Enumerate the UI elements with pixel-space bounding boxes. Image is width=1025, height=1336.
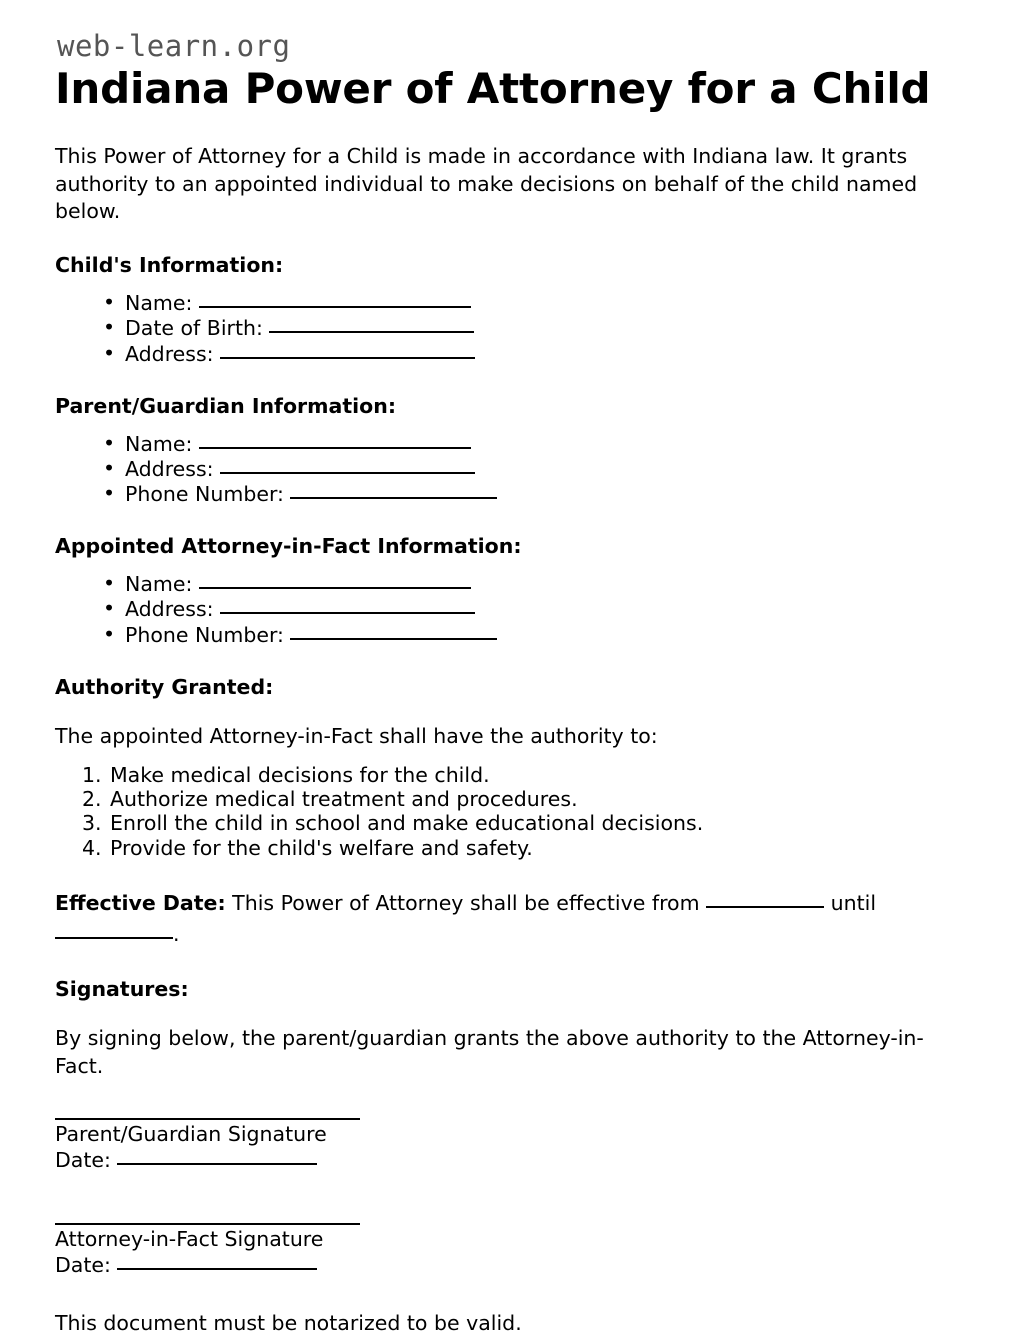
field-label: Date of Birth: — [125, 316, 263, 341]
section-heading-parent: Parent/Guardian Information: — [55, 393, 397, 418]
parent-name-blank[interactable] — [199, 431, 471, 449]
page-title: Indiana Power of Attorney for a Child — [55, 64, 931, 114]
effective-date-text-2: until — [824, 890, 877, 915]
effective-from-blank[interactable] — [706, 890, 824, 908]
attorney-signature-label: Attorney-in-Fact Signature — [55, 1226, 324, 1251]
intro-paragraph: This Power of Attorney for a Child is made in accordance with Indiana law. It grants authority to an appointed individual to make decisions on behalf of the child named below. — [55, 144, 918, 223]
field-label: Phone Number: — [125, 482, 284, 507]
field-label: Name: — [125, 572, 193, 597]
attorney-date-blank[interactable] — [117, 1252, 317, 1270]
child-field-list — [55, 290, 970, 366]
child-address-blank[interactable] — [220, 341, 475, 359]
effective-until-blank[interactable] — [55, 921, 173, 939]
closing-note: This document must be notarized to be valid. — [55, 1310, 522, 1335]
attorney-address-blank[interactable] — [220, 596, 475, 614]
effective-date-text-3: . — [173, 921, 180, 946]
list-item — [103, 622, 970, 647]
attorney-date-row — [55, 1252, 970, 1278]
list-item — [103, 290, 970, 315]
field-label: Address: — [125, 597, 214, 622]
list-item — [103, 315, 970, 340]
authority-lead-in: The appointed Attorney-in-Fact shall have the authority to: — [55, 723, 658, 748]
site-logo: web-learn.org — [57, 29, 291, 63]
attorney-field-list — [55, 571, 970, 647]
parent-date-blank[interactable] — [117, 1147, 317, 1165]
list-item — [103, 456, 970, 481]
section-heading-signatures: Signatures: — [55, 977, 189, 1002]
effective-date-label: Effective Date: — [55, 890, 226, 915]
list-item — [103, 571, 970, 596]
effective-date-text-1: This Power of Attorney shall be effective from — [225, 890, 707, 915]
parent-date-label: Date: — [55, 1147, 111, 1172]
parent-address-blank[interactable] — [220, 456, 475, 474]
section-heading-attorney: Appointed Attorney-in-Fact Information: — [55, 534, 522, 559]
list-item: Enroll the child in school and make educational decisions. — [110, 811, 704, 836]
parent-phone-blank[interactable] — [290, 481, 497, 499]
section-heading-authority: Authority Granted: — [55, 674, 274, 699]
attorney-signature-line[interactable] — [55, 1223, 360, 1225]
list-item: Authorize medical treatment and procedures. — [110, 787, 578, 812]
list-item — [103, 481, 970, 506]
parent-date-row — [55, 1147, 970, 1173]
authority-list — [55, 763, 970, 860]
field-label: Address: — [125, 456, 214, 481]
list-item: Provide for the child's welfare and safety. — [110, 835, 533, 860]
child-dob-blank[interactable] — [269, 315, 474, 333]
attorney-phone-blank[interactable] — [290, 622, 497, 640]
list-item: Make medical decisions for the child. — [110, 763, 490, 788]
parent-field-list — [55, 431, 970, 507]
list-item — [103, 341, 970, 366]
field-label: Name: — [125, 291, 193, 316]
signature-block-attorney — [55, 1223, 970, 1278]
parent-signature-label: Parent/Guardian Signature — [55, 1121, 327, 1146]
field-label: Address: — [125, 341, 214, 366]
list-item — [103, 431, 970, 456]
effective-date-paragraph — [55, 888, 905, 950]
attorney-date-label: Date: — [55, 1252, 111, 1277]
attorney-name-blank[interactable] — [199, 571, 471, 589]
field-label: Phone Number: — [125, 622, 284, 647]
child-name-blank[interactable] — [199, 290, 471, 308]
parent-signature-line[interactable] — [55, 1118, 360, 1120]
field-label: Name: — [125, 431, 193, 456]
signature-block-parent — [55, 1118, 970, 1173]
section-heading-child: Child's Information: — [55, 253, 284, 278]
list-item — [103, 596, 970, 621]
signature-statement: By signing below, the parent/guardian grants the above authority to the Attorney-in-Fact. — [55, 1026, 924, 1078]
